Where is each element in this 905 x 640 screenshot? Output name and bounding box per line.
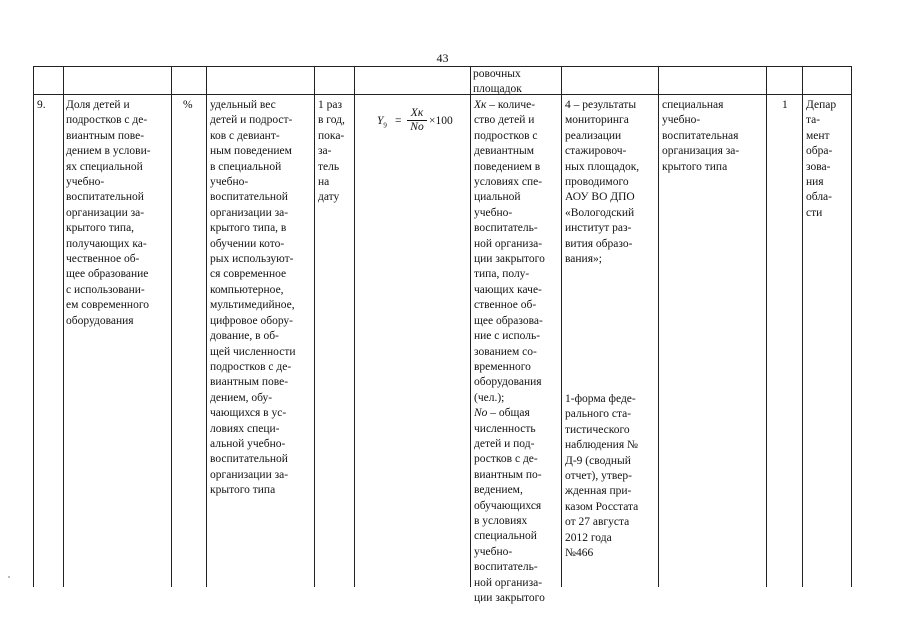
data-source-federal-form: 1-форма феде- рального ста- тистического наблюдения № Д-9 (сводный отчет), утвер- жденная при- казом Росстата от 27 августа 2012 года №466 xyxy=(565,393,639,560)
formula-equals: = xyxy=(395,115,402,127)
data-source-monitoring: 4 – результаты мониторинга реализации стажировоч- ных площадок, проводимого АОУ ВО ДПО «Вологодский институт раз- вития образо- вания»; xyxy=(565,99,640,266)
column-divider xyxy=(561,67,562,587)
formula-fraction xyxy=(407,107,427,134)
variable-xk-description: – количе- ство детей и подростков с девиантным поведением в условиях спе- циальной учебно- воспитатель- ной организа- ции закрытого типа, полу- чающих каче- ственное об- щее образова- ние с исполь- зованием со- временного оборудования (чел.); xyxy=(474,99,545,404)
indicator-name-cell: Доля детей и подростков с де- виантным пове- дением в услови- ях специальной учебно- воспитательной организации за- крытого типа, получающих ка- чественное об- щее образование с использовани- ем современного оборудования xyxy=(66,99,151,327)
responsible-cell: Депар та- мент обра- зова- ния обла- сти xyxy=(806,99,837,219)
indicator-table xyxy=(33,66,852,604)
variable-no-description: – общая численность детей и под- ростков с де- виантным по- ведением, обучающихся в условиях специальной учебно- воспитатель- ной организа- ции закрытого xyxy=(474,407,545,604)
column-divider xyxy=(314,67,315,587)
code-cell: 1 xyxy=(782,99,788,111)
row-number-cell: 9. xyxy=(37,99,46,111)
page-number: 43 xyxy=(436,51,449,65)
variable-no-term: No xyxy=(474,407,488,420)
formula-multiplier: ×100 xyxy=(429,115,453,127)
row-divider xyxy=(34,94,852,95)
column-divider xyxy=(171,67,172,587)
column-divider xyxy=(658,67,659,587)
formula-denominator: No xyxy=(410,121,424,133)
continuation-data-source-cell: ровочных площадок xyxy=(473,68,522,96)
column-divider xyxy=(766,67,767,587)
column-divider xyxy=(63,67,64,587)
calculation-formula xyxy=(377,107,469,137)
variable-xk-term: Xк xyxy=(474,99,487,111)
unit-cell: % xyxy=(183,99,193,111)
scan-mark xyxy=(8,576,10,578)
periodicity-cell: 1 раз в год, пока- за- тель на дату xyxy=(318,99,345,204)
column-divider xyxy=(354,67,355,587)
column-divider xyxy=(206,67,207,587)
variables-cell xyxy=(474,98,560,606)
formula-numerator: Xк xyxy=(407,107,427,121)
formula-lhs: $Y_9$ xyxy=(377,115,387,130)
definition-cell: удельный вес детей и подрост- ков с девиант- ным поведением в специальной учебно- воспитательной организации за- крытого типа, в обучении кото- рых используют- ся современное компьютерное, мультимедийное, цифровое обору- дование, в об- щей численности подростков с де- виантным пове- дением, обу- чающихся в ус- ловиях специ- альной учебно- воспитательной организации за- крытого типа xyxy=(210,99,296,497)
column-divider xyxy=(802,67,803,587)
column-divider xyxy=(470,67,471,587)
column-divider xyxy=(851,67,852,587)
coverage-cell: специальная учебно- воспитательная организация за- крытого типа xyxy=(662,99,740,173)
